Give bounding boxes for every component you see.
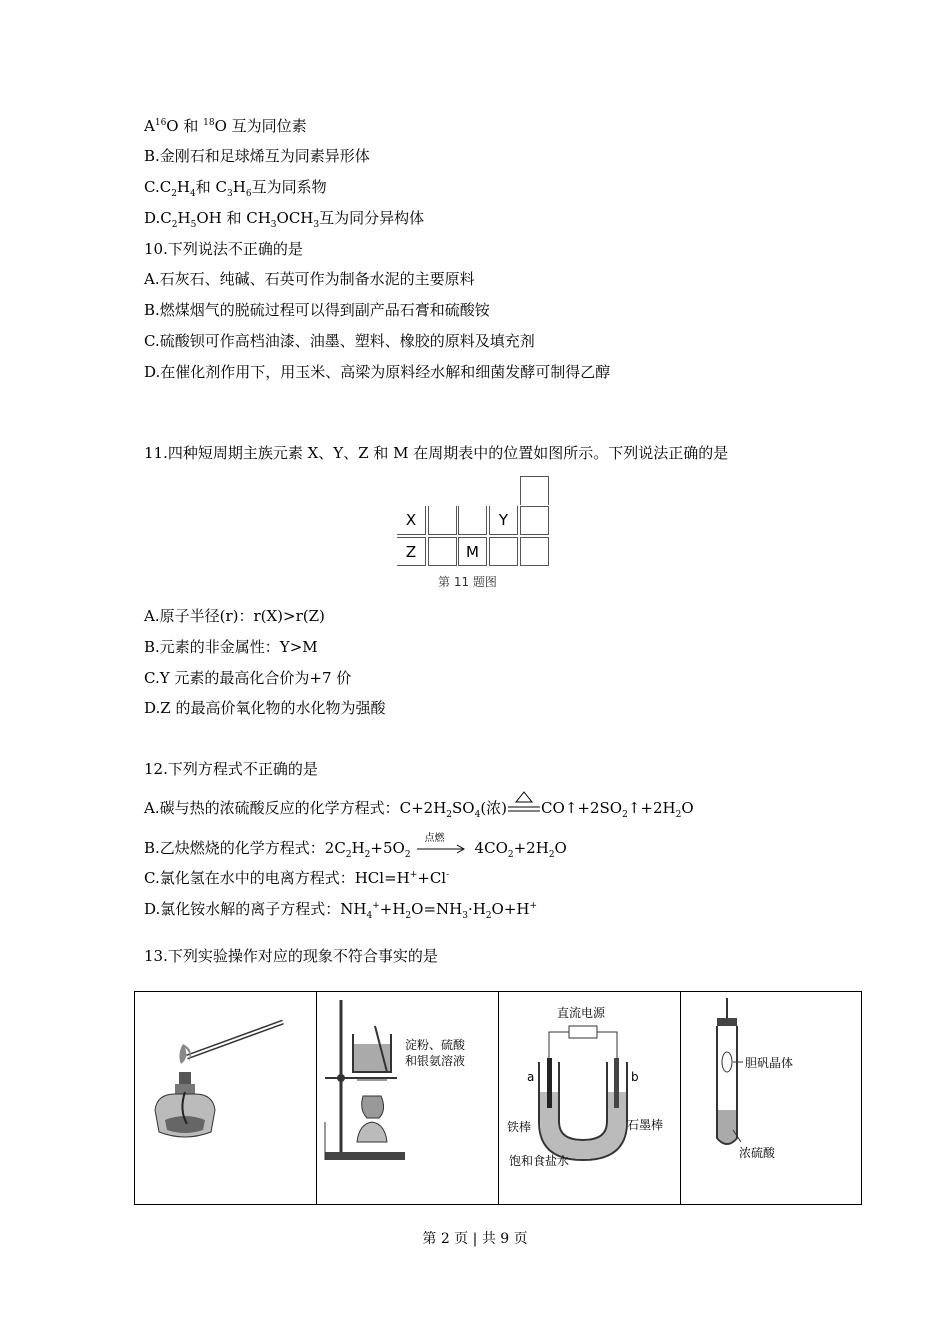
q10-stem: 10.下列说法不正确的是 <box>144 240 303 258</box>
q9-option-a: $A^{16}O$ 和 $^{18}$O 互为同位素 <box>144 117 307 135</box>
table-cell <box>458 506 487 535</box>
table-cell-x: X <box>397 506 426 535</box>
arrow-right-icon <box>411 838 475 858</box>
heat-triangle-icon <box>507 790 541 814</box>
q12-option-d: D.氯化铵水解的离子方程式：$NH_4^++H_2O=NH_3\cdot H_2O+H^+$ <box>144 900 538 921</box>
panel-c <box>499 992 681 1204</box>
electrode-a-label: a <box>527 1070 535 1084</box>
brine-label: 饱和食盐水 <box>509 1154 570 1168</box>
page-number: 第 2 页 <box>422 1231 469 1247</box>
table-cell <box>520 506 549 535</box>
table-cell <box>428 537 457 566</box>
q13-stem: 13.下列实验操作对应的现象不符合事实的是 <box>144 947 438 965</box>
table-cell-y: Y <box>489 506 518 535</box>
alcohol-lamp-icon <box>135 992 317 1204</box>
table-cell <box>489 537 518 566</box>
experiment-panels <box>134 991 862 1205</box>
ignite-label: 点燃 <box>424 833 445 844</box>
table-cell <box>520 537 549 566</box>
q9-option-d: $D.C_2H_5OH$ 和 $CH_3OCH_3$互为同分异构体 <box>144 209 425 230</box>
table-cell <box>520 476 549 505</box>
panel-b <box>317 992 499 1204</box>
q10-option-b: B.燃煤烟气的脱硫过程可以得到副产品石膏和硫酸铵 <box>144 301 490 319</box>
u-tube-icon <box>499 992 681 1204</box>
crystal-label: 胆矾晶体 <box>745 1056 794 1070</box>
q12-option-a: A.碳与热的浓硫酸反应的化学方程式：$C+2H_2SO_4$(浓) $CO↑+2SO_2↑+2H_2O$ <box>144 798 694 818</box>
table-cell <box>428 506 457 535</box>
panel-a <box>135 992 317 1204</box>
total-pages: 共 9 页 <box>481 1231 528 1247</box>
iron-rod-label: 铁棒 <box>507 1120 532 1134</box>
ignite-arrow <box>411 833 475 858</box>
q12-option-c: C.氯化氢在水中的电离方程式：HCl=H++Cl- <box>144 869 450 887</box>
test-tube-icon <box>681 992 861 1204</box>
q11-option-a: A.原子半径(r)：r(X)>r(Z) <box>144 607 325 625</box>
q11-option-c: C.Y 元素的最高化合价为+7 价 <box>144 669 352 687</box>
q9-option-c: $C.C_2H_4$和 $C_3H_6$互为同系物 <box>144 178 327 199</box>
q10-option-c: C.硫酸钡可作高档油漆、油墨、塑料、橡胶的原料及填充剂 <box>144 332 535 350</box>
heat-equals-sign <box>507 798 541 818</box>
q11-option-d: D.Z 的最高价氧化物的水化物为强酸 <box>144 699 386 717</box>
q12-stem: 12.下列方程式不正确的是 <box>144 760 318 778</box>
acid-label: 浓硫酸 <box>739 1146 776 1160</box>
footer-separator: | <box>468 1231 482 1247</box>
q10-option-d: D.在催化剂作用下，用玉米、高梁为原料经水解和细菌发酵可制得乙醇 <box>144 363 611 381</box>
q10-option-a: A.石灰石、纯碱、石英可作为制备水泥的主要原料 <box>144 270 475 288</box>
power-label: 直流电源 <box>557 1006 606 1020</box>
q11-option-b: B.元素的非金属性：Y>M <box>144 638 318 656</box>
table-cell-m: M <box>458 537 487 566</box>
panel-d <box>681 992 861 1204</box>
q9-option-b: B.金刚石和足球烯互为同素异形体 <box>144 147 370 165</box>
table-cell-z: Z <box>397 537 426 566</box>
figure-caption: 第 11 题图 <box>438 575 497 589</box>
panel-b-label-2: 和银氨溶液 <box>405 1054 466 1068</box>
q11-stem: 11.四种短周期主族元素 X、Y、Z 和 M 在周期表中的位置如图所示。下列说法正确的是 <box>144 444 729 462</box>
page-footer <box>0 1228 950 1248</box>
q12-option-b: B.乙炔燃烧的化学方程式：$2C_2H_2+5O_2$ 点燃 $4CO_2+2H_2O$ <box>144 838 567 858</box>
graphite-rod-label: 石墨棒 <box>627 1118 664 1132</box>
panel-b-label-1: 淀粉、硫酸 <box>405 1038 466 1052</box>
electrode-b-label: b <box>631 1070 639 1084</box>
beaker-stand-icon <box>317 992 499 1204</box>
